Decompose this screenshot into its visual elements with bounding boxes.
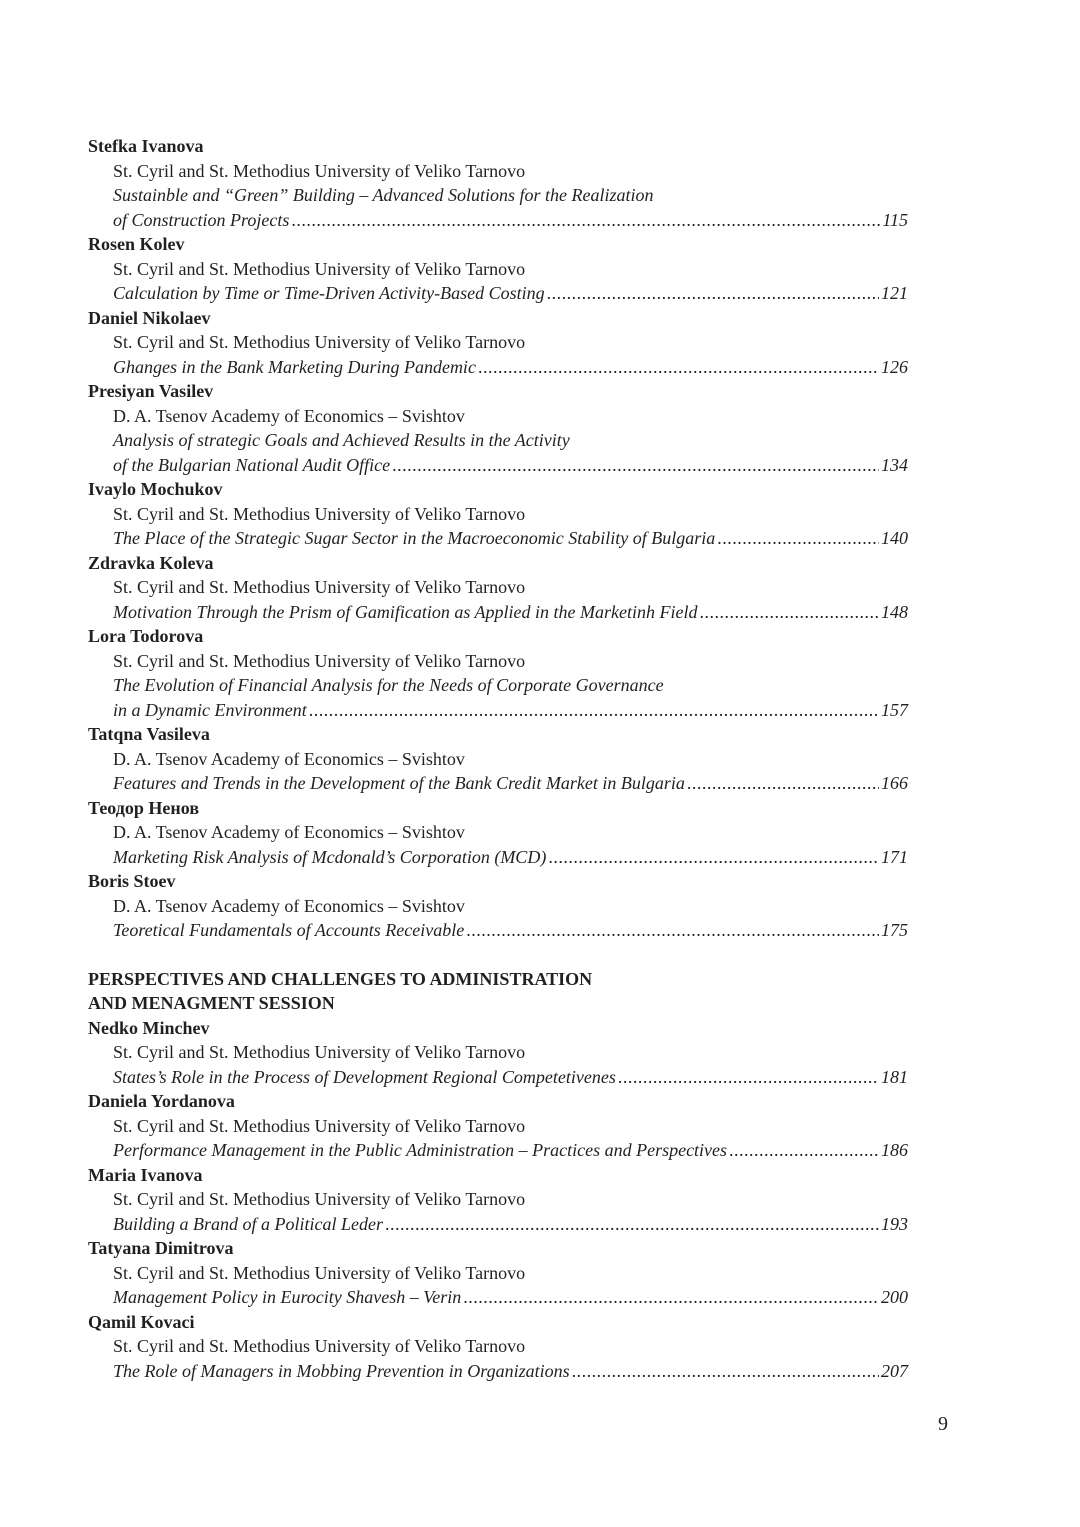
- entry-page-number: 166: [881, 773, 908, 793]
- page-number: 9: [938, 1413, 948, 1435]
- dot-leader: [572, 1359, 879, 1384]
- entry-author: Zdravka Koleva: [88, 552, 214, 573]
- entry-page-number: 115: [882, 209, 908, 230]
- toc-entry: [88, 1310, 908, 1384]
- entry-title-line: Sustainble and “Green” Building – Advanced Solutions for the Realization: [113, 185, 654, 205]
- dot-leader: [392, 453, 879, 478]
- entry-page-number: 157: [881, 699, 908, 720]
- dot-leader: [699, 600, 879, 625]
- toc-entry: [88, 232, 908, 306]
- dot-leader: [548, 845, 879, 870]
- entry-page-number: 200: [881, 1287, 908, 1307]
- entry-page-number: 181: [881, 1066, 908, 1087]
- toc-entry: [88, 477, 908, 551]
- entry-author: Daniela Yordanova: [88, 1091, 235, 1111]
- dot-leader: [618, 1065, 879, 1090]
- entry-author: Теодор Ненов: [88, 797, 200, 818]
- entry-title-text: of Construction Projects: [113, 209, 290, 230]
- entry-title-text: Performance Management in the Public Administration – Practices and Perspectives: [113, 1140, 728, 1160]
- dot-leader: [385, 1212, 879, 1237]
- entry-page-number: 134: [881, 454, 908, 475]
- entry-page-number: 207: [881, 1360, 908, 1381]
- entry-author: Tatyana Dimitrova: [88, 1238, 234, 1258]
- entry-title-line: [88, 208, 908, 233]
- entry-title-text: Ghanges in the Bank Marketing During Pandemic: [113, 356, 476, 377]
- entry-title-line: The Evolution of Financial Analysis for the Needs of Corporate Governance: [113, 675, 664, 695]
- dot-leader: [309, 698, 879, 723]
- entry-title-line: [88, 1359, 908, 1384]
- entry-title-line: [88, 453, 908, 478]
- entry-page-number: 121: [881, 283, 908, 303]
- entry-author: Tatqna Vasileva: [88, 724, 210, 744]
- toc-entry: [88, 1163, 908, 1237]
- entry-title-text: of the Bulgarian National Audit Office: [113, 454, 391, 475]
- dot-leader: [291, 208, 880, 233]
- toc-group-1: [88, 134, 908, 943]
- entry-affiliation: St. Cyril and St. Methodius University of Veliko Tarnovo: [113, 1336, 526, 1356]
- entry-title-text: Features and Trends in the Development of the Bank Credit Market in Bulgaria: [113, 773, 685, 793]
- entry-affiliation: St. Cyril and St. Methodius University of Veliko Tarnovo: [113, 503, 526, 524]
- entry-title-line: [88, 771, 908, 796]
- entry-title-line: [88, 355, 908, 380]
- entry-author: Daniel Nikolaev: [88, 307, 211, 328]
- entry-title-line: [88, 1065, 908, 1090]
- toc-entry: [88, 1236, 908, 1310]
- entry-author: Ivaylo Mochukov: [88, 479, 223, 499]
- section-heading-line: AND MENAGMENT SESSION: [88, 993, 335, 1013]
- dot-leader: [463, 1285, 879, 1310]
- entry-affiliation: St. Cyril and St. Methodius University of Veliko Tarnovo: [113, 1262, 526, 1283]
- entry-title-line: [88, 698, 908, 723]
- entry-page-number: 140: [881, 528, 908, 548]
- toc-group-2: [88, 1016, 908, 1384]
- toc-entry: [88, 134, 908, 232]
- entry-author: Nedko Minchev: [88, 1017, 210, 1038]
- entry-affiliation: D. A. Tsenov Academy of Economics – Svishtov: [113, 822, 465, 842]
- entry-affiliation: St. Cyril and St. Methodius University of Veliko Tarnovo: [113, 332, 526, 352]
- entry-title-line: Analysis of strategic Goals and Achieved Results in the Activity: [113, 430, 570, 450]
- entry-page-number: 193: [881, 1213, 908, 1234]
- entry-title-line: [88, 600, 908, 625]
- entry-title-line: [88, 845, 908, 870]
- toc-entry: [88, 379, 908, 477]
- entry-page-number: 126: [881, 356, 908, 377]
- entry-title-text: The Place of the Strategic Sugar Sector in the Macroeconomic Stability of Bulgaria: [113, 528, 716, 548]
- entry-affiliation: St. Cyril and St. Methodius University of Veliko Tarnovo: [113, 577, 526, 597]
- entry-page-number: 186: [881, 1140, 908, 1160]
- toc-entry: [88, 796, 908, 870]
- entry-title-text: States’s Role in the Process of Development Regional Competetivenes: [113, 1066, 616, 1087]
- toc-entry: [88, 1016, 908, 1090]
- dot-leader: [547, 281, 879, 306]
- dot-leader: [717, 526, 879, 551]
- entry-page-number: 148: [881, 601, 908, 622]
- entry-title-line: [88, 1138, 908, 1163]
- dot-leader: [466, 918, 879, 943]
- entry-author: Presiyan Vasilev: [88, 381, 214, 401]
- entry-author: Stefka Ivanova: [88, 136, 204, 156]
- entry-title-line: [88, 918, 908, 943]
- entry-title-text: Calculation by Time or Time-Driven Activity-Based Costing: [113, 283, 545, 303]
- entry-title-line: [88, 526, 908, 551]
- entry-author: Boris Stoev: [88, 871, 176, 891]
- entry-page-number: 175: [881, 920, 908, 940]
- entry-affiliation: St. Cyril and St. Methodius University of Veliko Tarnovo: [113, 1115, 526, 1136]
- entry-affiliation: St. Cyril and St. Methodius University of Veliko Tarnovo: [113, 1042, 526, 1062]
- toc-entry: [88, 722, 908, 796]
- toc-content: [88, 134, 908, 1383]
- entry-affiliation: St. Cyril and St. Methodius University of Veliko Tarnovo: [113, 1189, 526, 1209]
- entry-title-text: The Role of Managers in Mobbing Prevention in Organizations: [113, 1360, 570, 1381]
- dot-leader: [729, 1138, 879, 1163]
- entry-author: Rosen Kolev: [88, 234, 185, 254]
- entry-author: Lora Todorova: [88, 626, 204, 646]
- entry-author: Maria Ivanova: [88, 1164, 203, 1185]
- section-heading-line: PERSPECTIVES AND CHALLENGES TO ADMINISTRATION: [88, 968, 593, 989]
- toc-entry: [88, 624, 908, 722]
- entry-affiliation: St. Cyril and St. Methodius University of Veliko Tarnovo: [113, 650, 526, 671]
- toc-entry: [88, 869, 908, 943]
- entry-title-text: Motivation Through the Prism of Gamification as Applied in the Marketinh Field: [113, 601, 698, 622]
- entry-title-text: Building a Brand of a Political Leder: [113, 1213, 383, 1234]
- entry-title-text: in a Dynamic Environment: [113, 699, 307, 720]
- entry-affiliation: D. A. Tsenov Academy of Economics – Svishtov: [113, 895, 465, 916]
- entry-title-line: [88, 1212, 908, 1237]
- entry-page-number: 171: [881, 846, 908, 867]
- dot-leader: [687, 771, 879, 796]
- entry-title-text: Teoretical Fundamentals of Accounts Receivable: [113, 920, 465, 940]
- toc-entry: [88, 551, 908, 625]
- entry-affiliation: St. Cyril and St. Methodius University of Veliko Tarnovo: [113, 160, 526, 181]
- entry-affiliation: St. Cyril and St. Methodius University of Veliko Tarnovo: [113, 258, 526, 279]
- entry-title-line: [88, 281, 908, 306]
- entry-author: Qamil Kovaci: [88, 1311, 195, 1332]
- toc-entry: [88, 306, 908, 380]
- entry-title-line: [88, 1285, 908, 1310]
- entry-title-text: Management Policy in Eurocity Shavesh – Verin: [113, 1287, 462, 1307]
- section-heading: [88, 967, 908, 1016]
- entry-affiliation: D. A. Tsenov Academy of Economics – Svishtov: [113, 405, 465, 426]
- entry-affiliation: D. A. Tsenov Academy of Economics – Svishtov: [113, 748, 465, 769]
- dot-leader: [478, 355, 879, 380]
- entry-title-text: Marketing Risk Analysis of Mcdonald’s Corporation (MCD): [113, 846, 547, 867]
- toc-entry: [88, 1089, 908, 1163]
